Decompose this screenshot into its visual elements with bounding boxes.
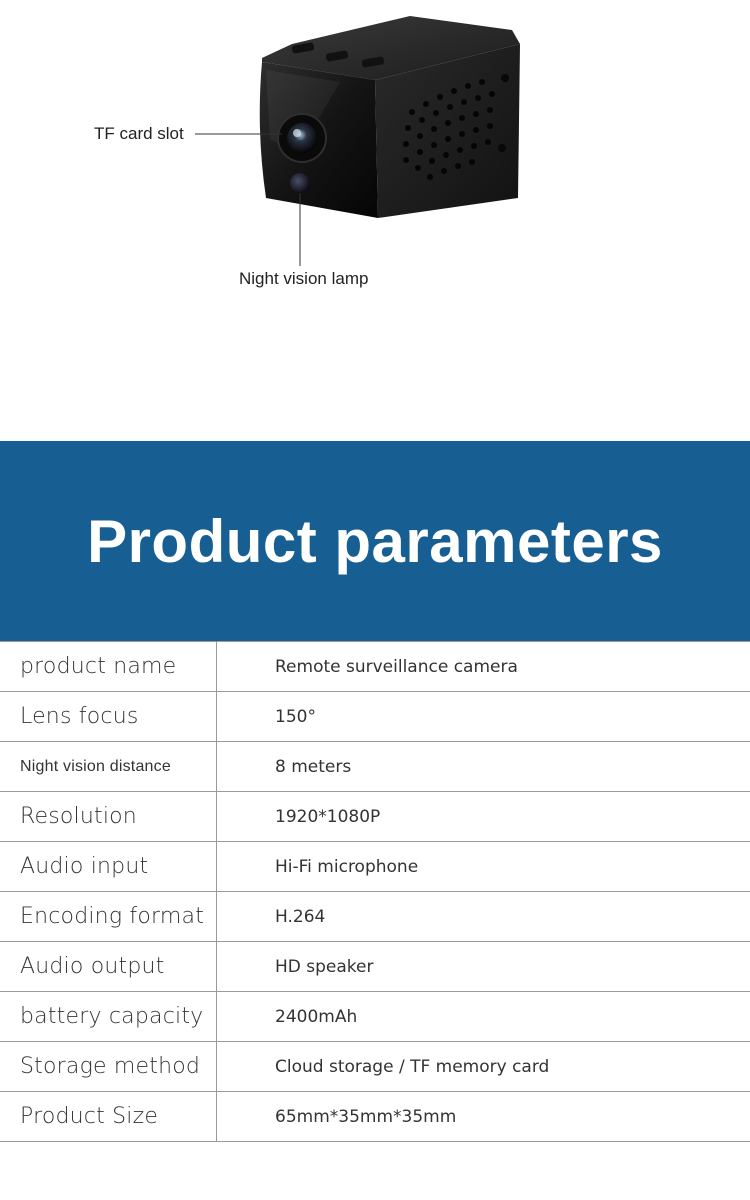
spec-label: Resolution <box>0 792 217 842</box>
spec-row <box>0 1092 750 1142</box>
spec-value: 2400mAh <box>217 992 750 1042</box>
spec-value: 1920*1080P <box>217 792 750 842</box>
spec-row <box>0 692 750 742</box>
spec-value: Remote surveillance camera <box>217 642 750 692</box>
spec-row <box>0 792 750 842</box>
tf-card-slot-label: TF card slot <box>94 124 184 143</box>
spec-label: Audio output <box>0 942 217 992</box>
spec-row <box>0 1042 750 1092</box>
spec-value: 150° <box>217 692 750 742</box>
spec-value: 65mm*35mm*35mm <box>217 1092 750 1142</box>
spec-value: 8 meters <box>217 742 750 792</box>
spec-label: Lens focus <box>0 692 217 742</box>
spec-label: Audio input <box>0 842 217 892</box>
spec-row <box>0 892 750 942</box>
spec-label: battery capacity <box>0 992 217 1042</box>
spec-value: HD speaker <box>217 942 750 992</box>
spec-row <box>0 642 750 692</box>
spec-value: Hi-Fi microphone <box>217 842 750 892</box>
spec-label: Encoding format <box>0 892 217 942</box>
spec-label: product name <box>0 642 217 692</box>
section-title: Product parameters <box>87 507 663 575</box>
spec-value: Cloud storage / TF memory card <box>217 1042 750 1092</box>
spec-value: H.264 <box>217 892 750 942</box>
product-image-area <box>0 0 750 441</box>
section-banner <box>0 441 750 641</box>
camera-illustration <box>0 0 750 441</box>
spec-label: Storage method <box>0 1042 217 1092</box>
spec-label: Night vision distance <box>0 742 217 792</box>
spec-label: Product Size <box>0 1092 217 1142</box>
night-vision-lamp-label: Night vision lamp <box>239 269 369 288</box>
spec-table <box>0 641 750 1142</box>
spec-row <box>0 992 750 1042</box>
spec-row <box>0 742 750 792</box>
spec-row <box>0 842 750 892</box>
spec-row <box>0 942 750 992</box>
